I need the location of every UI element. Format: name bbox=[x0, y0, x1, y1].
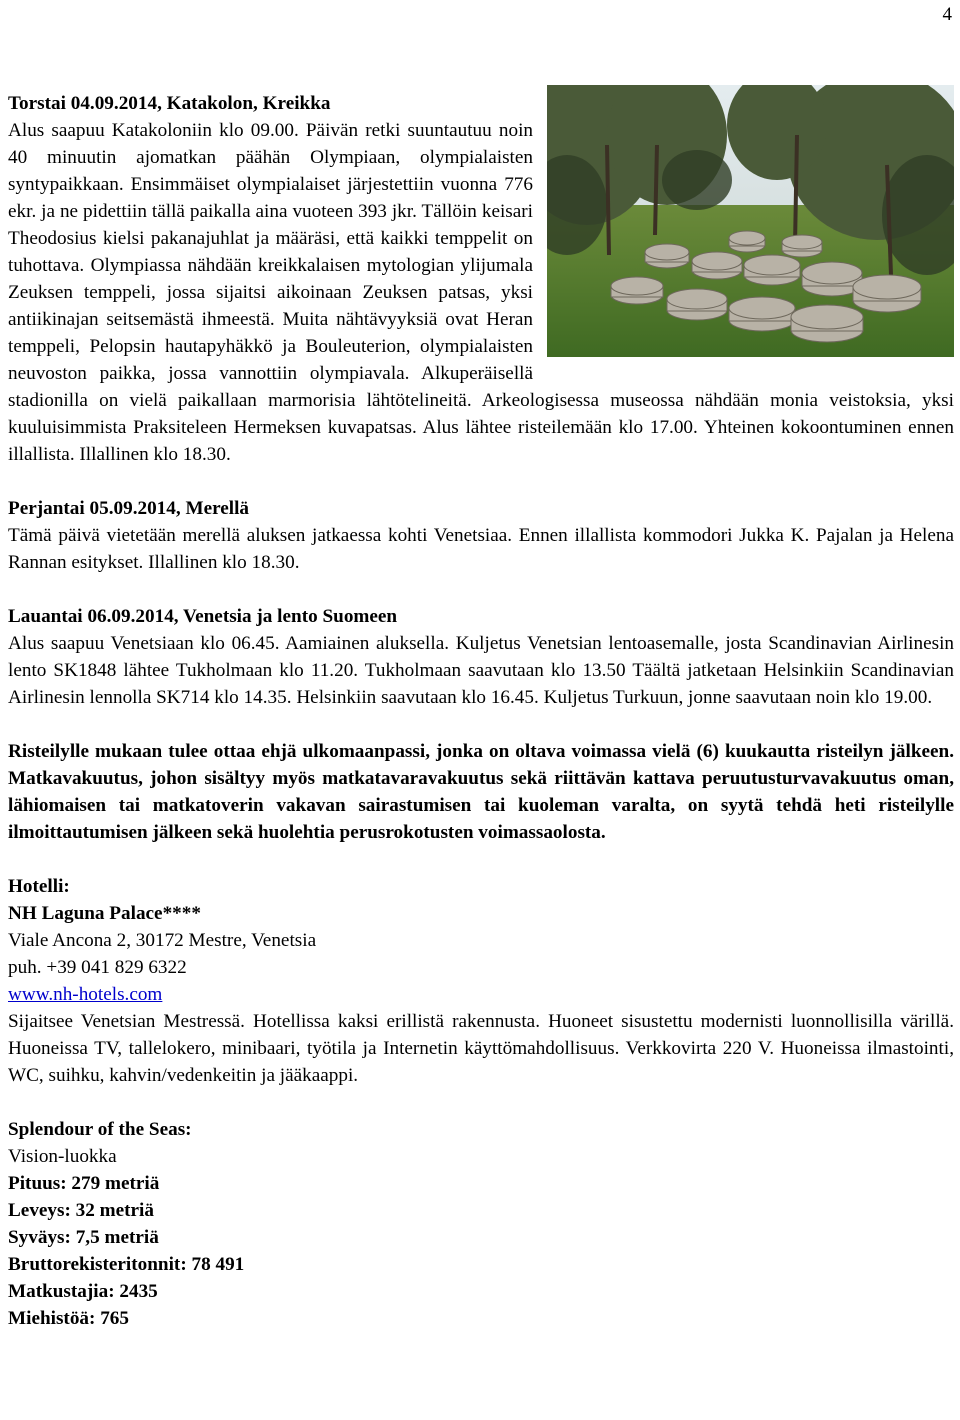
ship-spec: Leveys: 32 metriä bbox=[8, 1200, 154, 1221]
hotel-phone: puh. +39 041 829 6322 bbox=[8, 957, 187, 978]
hotel-website-link[interactable]: www.nh-hotels.com bbox=[8, 984, 163, 1005]
saturday-text: Alus saapuu Venetsiaan klo 06.45. Aamiainen aluksella. Kuljetus Venetsian lentoasemalle, josta Scandinavian Airlinesin lento SK1848 lähtee Tukholmaan klo 11.20. Tukholmaan saavutaan klo 13.50 Täältä jatketaan Helsinkiin Scandinavian Airlinesin lennolla SK714 klo 14.35. Helsinkiin saavutaan klo 16.45. Kuljetus Turkuun, jonne saavutaan noin klo 19.00. bbox=[8, 633, 954, 708]
travel-notice: Risteilylle mukaan tulee ottaa ehjä ulkomaanpassi, jonka on oltava voimassa vielä (6) kuukautta risteilyn jälkeen. Matkavakuutus, johon sisältyy myös matkatavaravakuutus sekä riittävän kattava peruutusturvavakuutus oman, lähiomaisen tai matkatoverin vakavan sairastumisen tai kuoleman varalta, on syytä tehdä heti risteilylle ilmoittautumisen jälkeen sekä huolehtia perusrokotusten voimassaolosta. bbox=[8, 741, 954, 843]
hotel-name: NH Laguna Palace**** bbox=[8, 903, 201, 924]
ship-spec: Miehistöä: 765 bbox=[8, 1308, 129, 1329]
ship-spec: Syväys: 7,5 metriä bbox=[8, 1227, 159, 1248]
thursday-heading: Torstai 04.09.2014, Katakolon, Kreikka bbox=[8, 93, 331, 114]
ship-spec: Pituus: 279 metriä bbox=[8, 1173, 160, 1194]
saturday-heading: Lauantai 06.09.2014, Venetsia ja lento Suomeen bbox=[8, 606, 398, 627]
page-number: 4 bbox=[942, 4, 952, 25]
ship-spec: Bruttorekisteritonnit: 78 491 bbox=[8, 1254, 245, 1275]
friday-text: Tämä päivä vietetään merellä aluksen jatkaessa kohti Venetsiaa. Ennen illallista kommodori Jukka K. Pajalan ja Helena Rannan esitykset. Illallinen klo 18.30. bbox=[8, 525, 954, 573]
olympia-ruins-photo bbox=[547, 85, 954, 357]
friday-heading: Perjantai 05.09.2014, Merellä bbox=[8, 498, 250, 519]
hotel-heading: Hotelli: bbox=[8, 876, 70, 897]
page-content bbox=[8, 90, 954, 1332]
ship-heading: Splendour of the Seas: bbox=[8, 1119, 192, 1140]
ship-spec: Matkustajia: 2435 bbox=[8, 1281, 158, 1302]
thursday-text: Alus saapuu Katakoloniin klo 09.00. Päivän retki suuntautuu noin 40 minuutin ajomatkan päähän Olympiaan, olympialaisten syntypaikkaan. Ensimmäiset olympialaiset järjestettiin vuonna 776 ekr. ja ne pidettiin tällä paikalla aina vuoteen 393 jkr. Tällöin keisari Theodosius kielsi pakanajuhlat ja määräsi, että kaikki temppelit on tuhottava. Olympiassa nähdään kreikkalaisen mytologian ylijumala Zeuksen temppeli, jossa sijaitsi aikoinaan Zeuksen patsas, yksi antiikinajan seitsemästä ihmeestä. Muita nähtävyyksiä ovat Heran temppeli, Pelopsin hautapyhäkkö ja Bouleuterion, olympialaisten neuvoston paikka, jossa vannottiin olympiavala. Alkuperäisellä stadionilla on vielä paikallaan marmorisia lähtötelineitä. Arkeologisessa museossa nähdään monia veistoksia, yksi kuuluisimmista Praksiteleen Hermeksen kuvapatsas. Alus lähtee risteilemään klo 17.00. Yhteinen kokoontuminen ennen illallista. Illallinen klo 18.30. bbox=[8, 120, 954, 465]
hotel-description: Sijaitsee Venetsian Mestressä. Hotellissa kaksi erillistä rakennusta. Huoneet sisustettu modernisti luonnollisilla värillä. Huoneissa TV, tallelokero, minibaari, työtila ja Internetin käyttömahdollisuus. Verkkovirta 220 V. Huoneissa ilmastointi, WC, suihku, kahvin/vedenkeitin ja jääkaappi. bbox=[8, 1011, 954, 1086]
hotel-address: Viale Ancona 2, 30172 Mestre, Venetsia bbox=[8, 930, 317, 951]
ship-class: Vision-luokka bbox=[8, 1146, 117, 1167]
